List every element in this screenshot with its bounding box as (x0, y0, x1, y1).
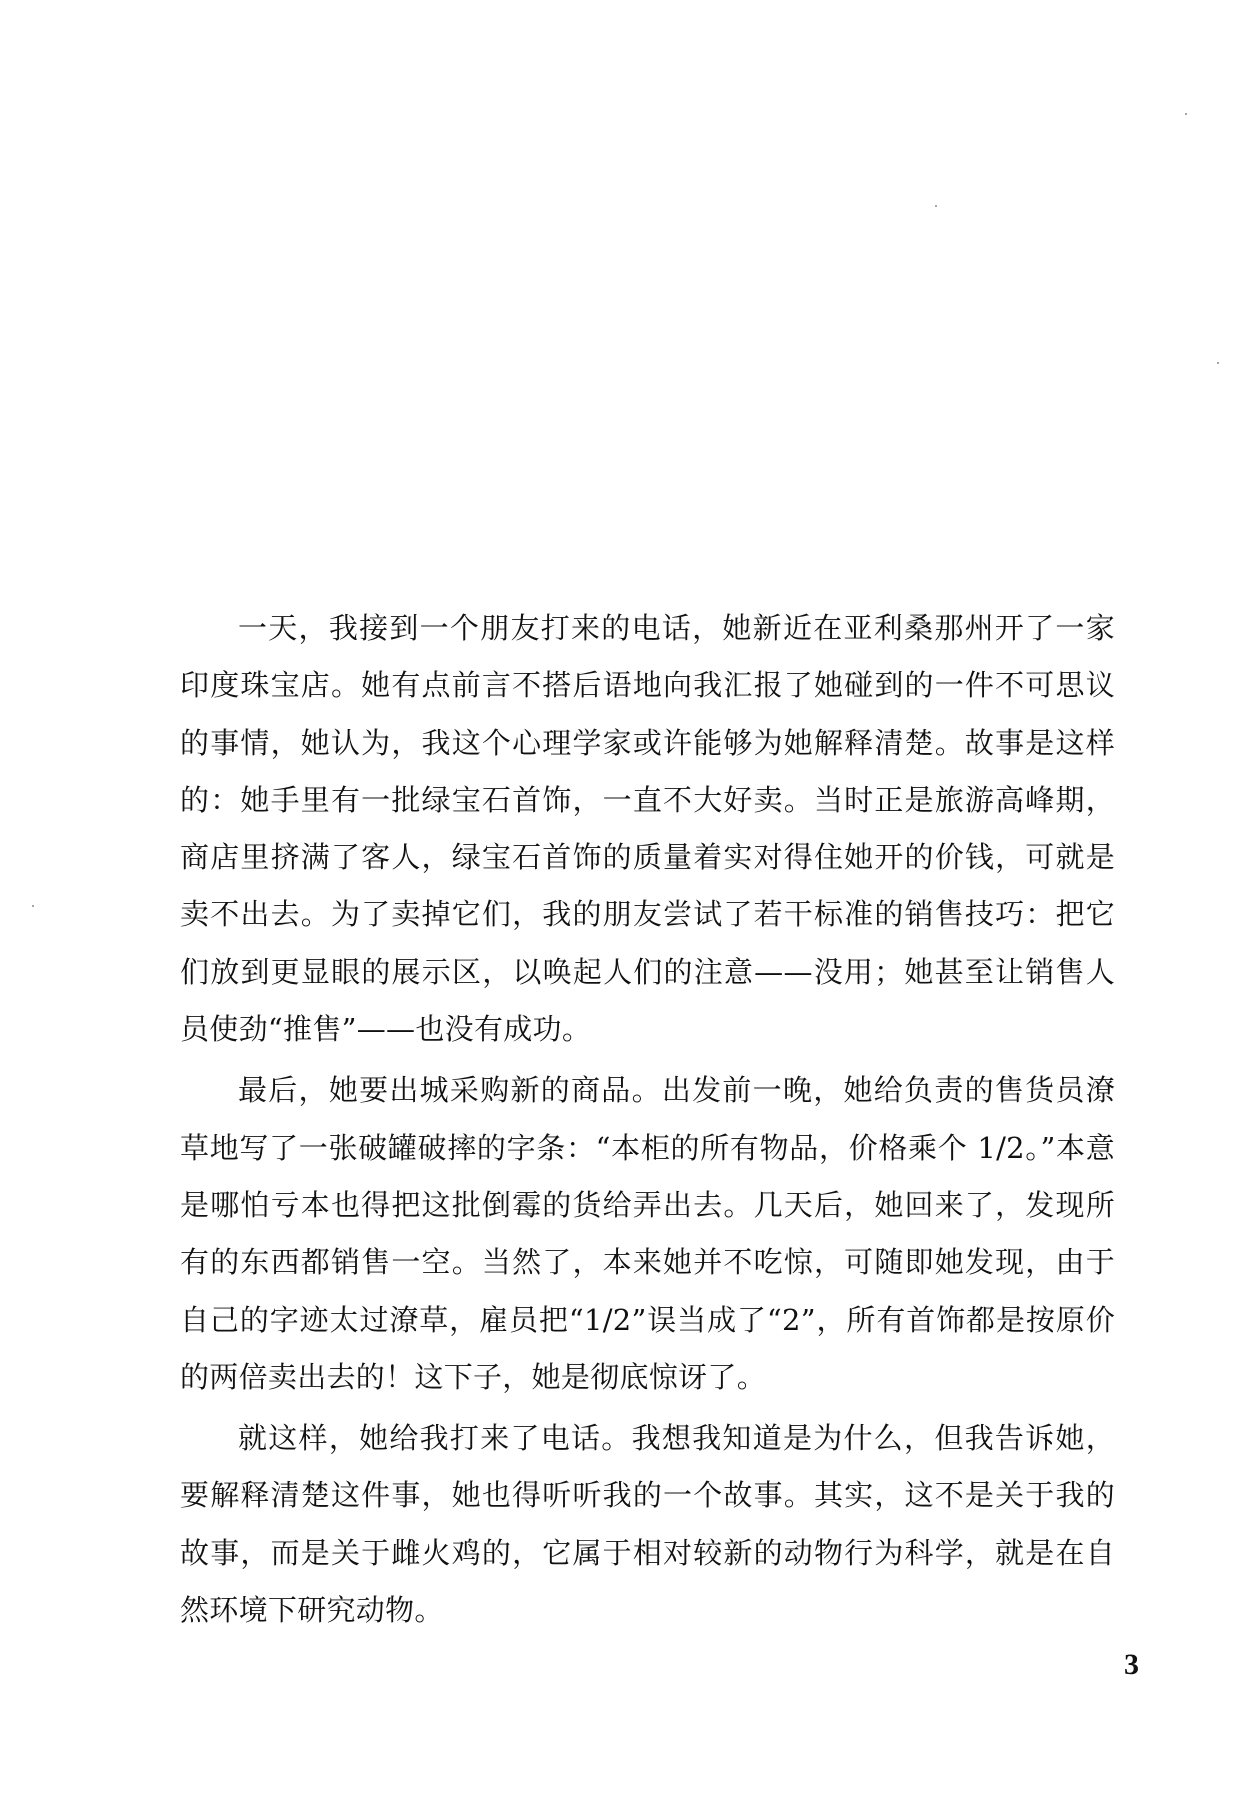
body-text (180, 600, 1115, 1643)
paragraph-1: 一天，我接到一个朋友打来的电话，她新近在亚利桑那州开了一家印度珠宝店。她有点前言不搭后语地向我汇报了她碰到的一件不可思议的事情，她认为，我这个心理学家或许能够为她解释清楚。故事是这样的：她手里有一批绿宝石首饰，一直不大好卖。当时正是旅游高峰期，商店里挤满了客人，绿宝石首饰的质量着实对得住她开的价钱，可就是卖不出去。为了卖掉它们，我的朋友尝试了若干标准的销售技巧：把它们放到更显眼的展示区，以唤起人们的注意——没用；她甚至让销售人员使劲“推售”——也没有成功。 (180, 611, 1115, 1047)
scan-speck (1185, 113, 1187, 115)
page-number: 3 (1124, 1648, 1139, 1681)
scan-speck (935, 205, 937, 207)
scan-speck (1217, 362, 1219, 364)
scan-speck (32, 905, 34, 907)
paragraph-3: 就这样，她给我打来了电话。我想我知道是为什么，但我告诉她，要解释清楚这件事，她也得听听我的一个故事。其实，这不是关于我的故事，而是关于雌火鸡的，它属于相对较新的动物行为科学，就是在自然环境下研究动物。 (180, 1421, 1115, 1628)
paragraph-2: 最后，她要出城采购新的商品。出发前一晚，她给负责的售货员潦草地写了一张破罐破摔的字条：“本柜的所有物品，价格乘个 1/2。”本意是哪怕亏本也得把这批倒霉的货给弄出去。几天后，她回来了，发现所有的东西都销售一空。当然了，本来她并不吃惊，可随即她发现，由于自己的字迹太过潦草，雇员把“1/2”误当成了“2”，所有首饰都是按原价的两倍卖出去的！这下子，她是彻底惊讶了。 (180, 1073, 1115, 1394)
